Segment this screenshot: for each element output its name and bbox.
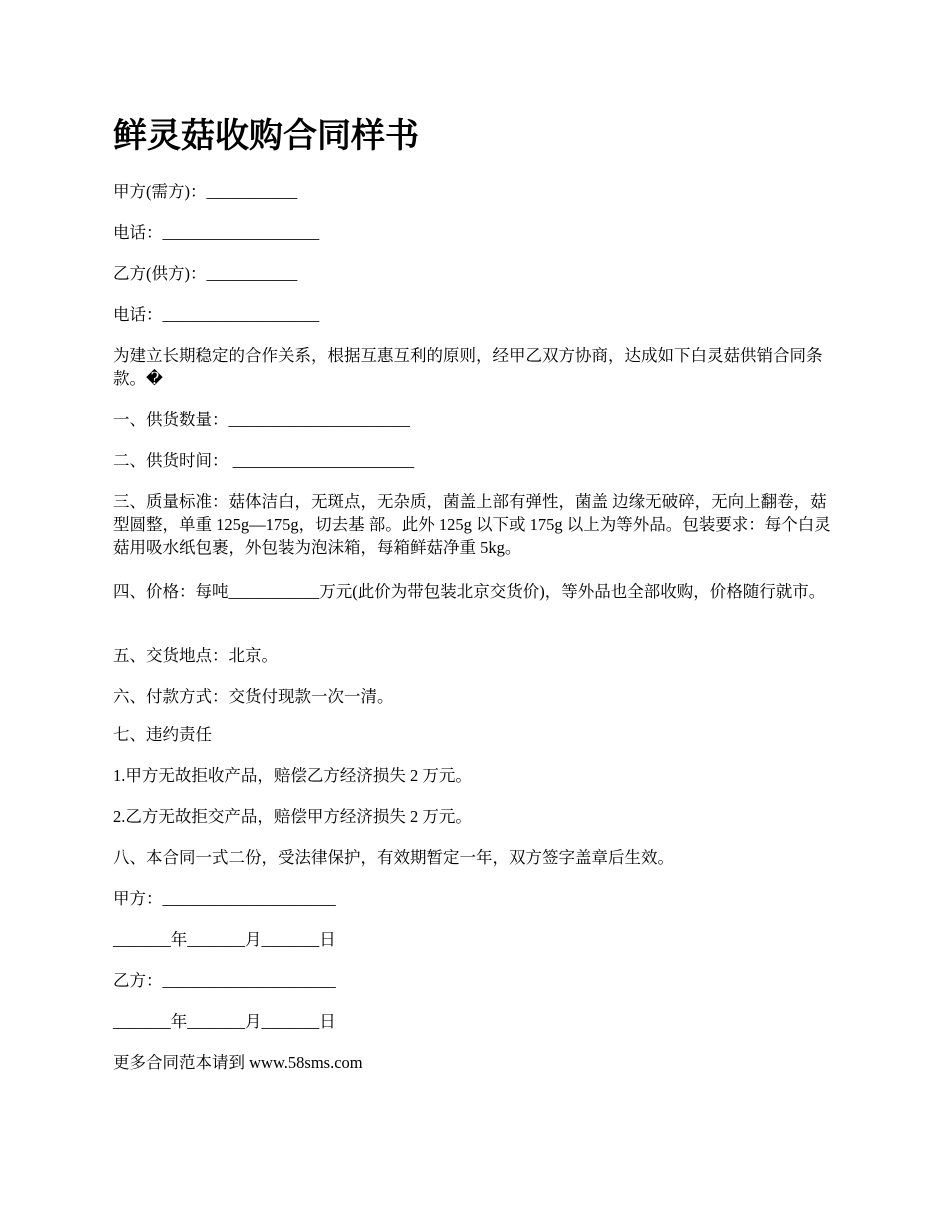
clause-payment-method: 六、付款方式：交货付现款一次一清。	[113, 687, 394, 706]
clause-quality-standard: 三、质量标准：菇体洁白，无斑点，无杂质，菌盖上部有弹性，菌盖 边缘无破碎，无向上翻卷，菇型圆整，单重 125g—175g，切去基 部。此外 125g 以下或 175g 以上为等外品。包装要求：每个白灵 菇用吸水纸包裹，外包装为泡沫箱，每箱鲜菇净重 5kg。	[113, 492, 831, 557]
party-b-supplier-line: 乙方(供方)：___________	[113, 264, 298, 283]
signature-party-a: 甲方：_____________________	[113, 889, 336, 908]
party-a-phone-line: 电话：___________________	[113, 223, 320, 242]
clause-delivery-location: 五、交货地点：北京。	[113, 646, 278, 665]
signature-party-b: 乙方：_____________________	[113, 971, 336, 990]
clause-supply-time: 二、供货时间： ______________________	[113, 451, 415, 470]
signature-date-a: _______年_______月_______日	[113, 930, 336, 949]
preamble-paragraph: 为建立长期稳定的合作关系，根据互惠互利的原则，经甲乙双方协商，达成如下白灵菇供销合同条款。�	[113, 346, 823, 388]
footer-more-templates: 更多合同范本请到 www.58sms.com	[113, 1053, 363, 1072]
document-title: 鲜灵菇收购合同样书	[113, 116, 419, 156]
party-a-buyer-line: 甲方(需方)：___________	[113, 182, 298, 201]
clause-breach-liability: 七、违约责任	[113, 725, 212, 744]
clause-supply-quantity: 一、供货数量：______________________	[113, 410, 410, 429]
signature-date-b: _______年_______月_______日	[113, 1012, 336, 1031]
clause-validity: 八、本合同一式二份，受法律保护，有效期暂定一年，双方签字盖章后生效。	[113, 848, 674, 867]
clause-price: 四、价格：每吨___________万元(此价为带包装北京交货价)，等外品也全部收购，价格随行就市。	[113, 582, 826, 601]
breach-item-1: 1.甲方无故拒收产品，赔偿乙方经济损失 2 万元。	[113, 766, 472, 785]
breach-item-2: 2.乙方无故拒交产品，赔偿甲方经济损失 2 万元。	[113, 807, 472, 826]
party-b-phone-line: 电话：___________________	[113, 305, 320, 324]
